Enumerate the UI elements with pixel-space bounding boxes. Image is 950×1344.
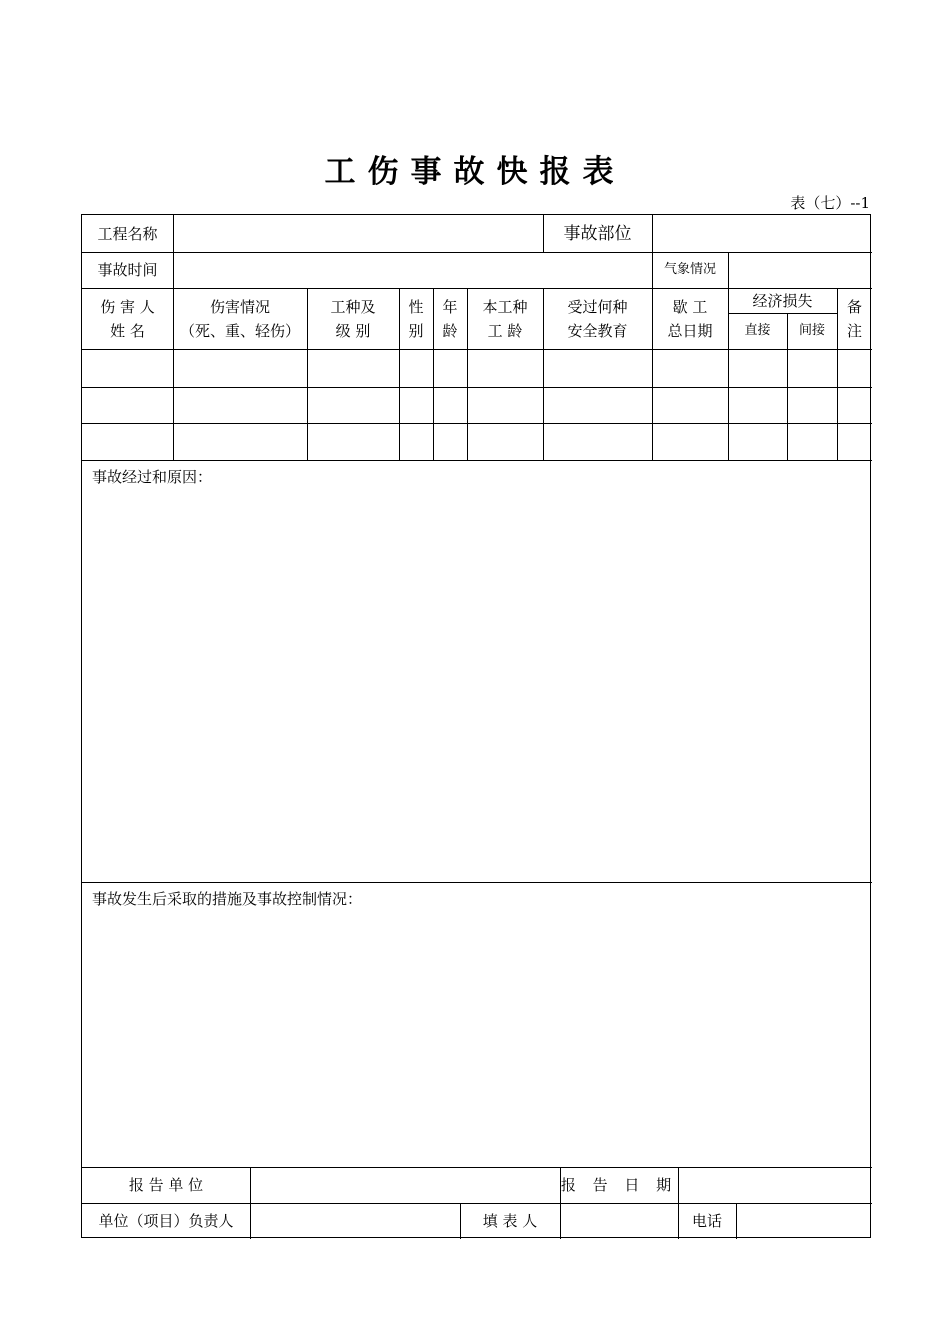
accident-location-field[interactable] bbox=[653, 216, 871, 252]
measures-section[interactable] bbox=[82, 883, 872, 1167]
report-date-label: 报 告 日 期 bbox=[560, 1176, 678, 1194]
table-row[interactable] bbox=[82, 388, 872, 423]
unit-head-label: 单位（项目）负责人 bbox=[98, 1212, 234, 1230]
header-age: 年 龄 bbox=[442, 297, 458, 340]
report-unit-field[interactable] bbox=[251, 1168, 560, 1203]
accident-time-field[interactable] bbox=[174, 253, 652, 288]
filler-field[interactable] bbox=[561, 1204, 678, 1239]
project-name-label: 工程名称 bbox=[97, 224, 158, 243]
project-name-field[interactable] bbox=[174, 216, 542, 252]
header-job-grade: 工种及 级 别 bbox=[330, 297, 376, 340]
table-row[interactable] bbox=[82, 350, 872, 387]
accident-time-label: 事故时间 bbox=[97, 261, 158, 279]
measures-label: 事故发生后采取的措施及事故控制情况： bbox=[92, 890, 363, 908]
header-injured-name: 伤 害 人 姓 名 bbox=[100, 297, 155, 340]
unit-head-field[interactable] bbox=[251, 1204, 460, 1239]
form-number: 表（七）--1 bbox=[790, 194, 870, 212]
accident-process-section[interactable] bbox=[82, 461, 872, 882]
weather-field[interactable] bbox=[729, 253, 871, 288]
filler-label: 填 表 人 bbox=[482, 1212, 538, 1230]
accident-report-table bbox=[81, 214, 871, 1238]
header-direct-loss: 直接 bbox=[744, 323, 771, 338]
report-unit-label: 报 告 单 位 bbox=[128, 1176, 204, 1194]
phone-field[interactable] bbox=[737, 1204, 871, 1239]
header-job-years: 本工种 工 龄 bbox=[482, 297, 528, 340]
phone-label: 电话 bbox=[691, 1212, 722, 1230]
header-economic-loss: 经济损失 bbox=[752, 291, 813, 310]
weather-label: 气象情况 bbox=[663, 262, 716, 277]
header-gender: 性 别 bbox=[408, 297, 424, 340]
table-row[interactable] bbox=[82, 424, 872, 460]
header-lost-days: 歇 工 总日期 bbox=[667, 297, 713, 340]
header-remarks: 备 注 bbox=[846, 297, 862, 340]
header-injury-status: 伤害情况 （死、重、轻伤） bbox=[179, 297, 300, 340]
header-safety-training: 受过何种 安全教育 bbox=[567, 297, 628, 340]
form-title: 工伤事故快报表 bbox=[324, 154, 626, 190]
accident-location-label: 事故部位 bbox=[563, 223, 632, 244]
accident-process-label: 事故经过和原因： bbox=[92, 468, 213, 486]
report-date-field[interactable] bbox=[679, 1168, 871, 1203]
header-indirect-loss: 间接 bbox=[798, 323, 825, 338]
